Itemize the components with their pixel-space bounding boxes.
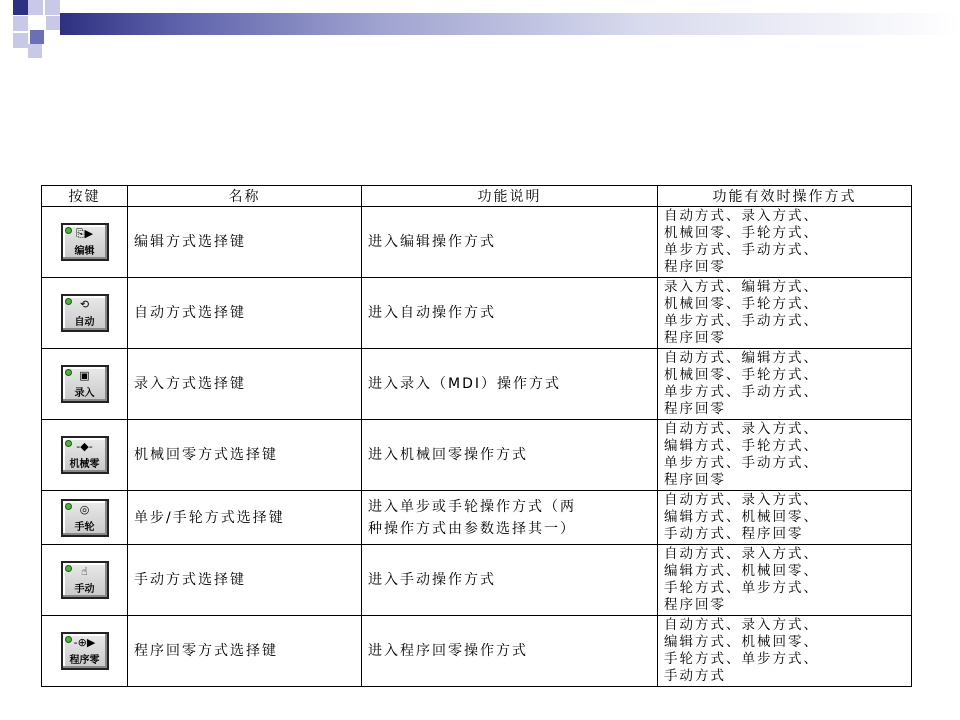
key-label: 程序零: [69, 655, 100, 666]
auto-key-icon[interactable]: ⟲ 自动: [61, 294, 109, 332]
key-name: 手动方式选择键: [128, 545, 362, 616]
header-decoration: [0, 0, 960, 60]
key-label: 机械零: [69, 459, 100, 470]
table-row: [42, 545, 912, 616]
key-label: 编辑: [74, 246, 95, 257]
key-label: 手轮: [74, 521, 95, 533]
program-zero-key-icon[interactable]: -⊕▶ 程序零: [61, 632, 109, 670]
key-label: 手动: [74, 584, 95, 595]
key-name: 机械回零方式选择键: [128, 420, 362, 491]
key-description: 进入单步或手轮操作方式（两 种操作方式由参数选择其一）: [362, 491, 658, 545]
valid-modes: 自动方式、录入方式、 机械回零、手轮方式、 单步方式、手动方式、 程序回零: [658, 207, 912, 278]
manual-key-icon[interactable]: ☝ 手动: [61, 561, 109, 599]
key-function-table: [41, 185, 912, 687]
header-name: 名称: [128, 186, 362, 207]
key-description: 进入录入（MDI）操作方式: [362, 349, 658, 420]
valid-modes: 录入方式、编辑方式、 机械回零、手轮方式、 单步方式、手动方式、 程序回零: [658, 278, 912, 349]
key-label: 自动: [74, 317, 95, 328]
key-name: 录入方式选择键: [128, 349, 362, 420]
key-description: 进入程序回零操作方式: [362, 616, 658, 687]
header-description: 功能说明: [362, 186, 658, 207]
key-label: 录入: [74, 388, 95, 399]
table-row: [42, 420, 912, 491]
title-gradient-bar: [60, 13, 960, 35]
valid-modes: 自动方式、录入方式、 编辑方式、机械回零、 手动方式、程序回零: [658, 491, 912, 545]
table-row: [42, 278, 912, 349]
deco-square: [28, 44, 42, 58]
table-row: [42, 349, 912, 420]
valid-modes: 自动方式、编辑方式、 机械回零、手轮方式、 单步方式、手动方式、 程序回零: [658, 349, 912, 420]
key-name: 自动方式选择键: [128, 278, 362, 349]
deco-square: [45, 0, 60, 15]
deco-square: [13, 33, 28, 48]
table-header-row: [42, 186, 912, 207]
deco-square: [46, 16, 60, 30]
valid-modes: 自动方式、录入方式、 编辑方式、机械回零、 手轮方式、单步方式、 手动方式: [658, 616, 912, 687]
table-row: [42, 491, 912, 545]
key-description: 进入机械回零操作方式: [362, 420, 658, 491]
key-name: 编辑方式选择键: [128, 207, 362, 278]
handwheel-key-icon[interactable]: ◎ 手轮: [61, 499, 109, 537]
key-name: 单步/手轮方式选择键: [128, 491, 362, 545]
valid-modes: 自动方式、录入方式、 编辑方式、手轮方式、 单步方式、手动方式、 程序回零: [658, 420, 912, 491]
deco-square: [28, 0, 43, 15]
deco-square: [30, 16, 44, 30]
key-description: 进入手动操作方式: [362, 545, 658, 616]
header-key: 按键: [42, 186, 128, 207]
valid-modes: 自动方式、录入方式、 编辑方式、机械回零、 手轮方式、单步方式、 程序回零: [658, 545, 912, 616]
key-description: 进入自动操作方式: [362, 278, 658, 349]
mdi-key-icon[interactable]: ▣ 录入: [61, 365, 109, 403]
table-row: [42, 616, 912, 687]
table-row: [42, 207, 912, 278]
deco-square: [13, 16, 28, 31]
deco-square: [30, 30, 44, 44]
deco-square: [13, 0, 28, 15]
key-description: 进入编辑操作方式: [362, 207, 658, 278]
machine-zero-key-icon[interactable]: -◆- 机械零: [61, 436, 109, 474]
edit-key-icon[interactable]: ⎘▶ 编辑: [61, 223, 109, 261]
key-name: 程序回零方式选择键: [128, 616, 362, 687]
header-valid-modes: 功能有效时操作方式: [658, 186, 912, 207]
